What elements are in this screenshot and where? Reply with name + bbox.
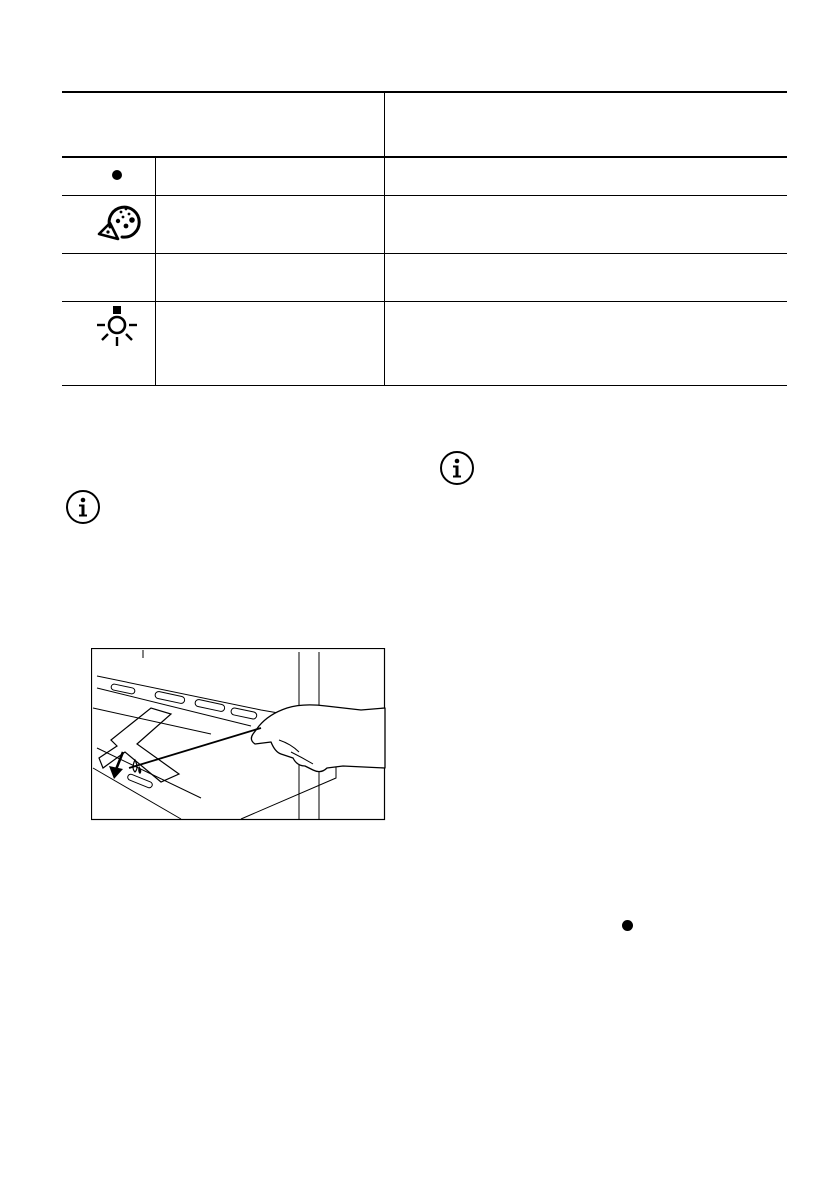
table-row-divider (62, 253, 787, 254)
lamp-icon (94, 304, 140, 350)
oven-shelf-cleaning-illustration (91, 648, 386, 821)
info-icon (66, 490, 100, 524)
table-row-divider (62, 301, 787, 302)
info-icon (440, 451, 474, 485)
pizza-icon (96, 199, 142, 245)
table-row-divider (62, 195, 787, 196)
table-header-border (62, 156, 787, 158)
dot-icon (111, 169, 123, 181)
dot-icon (621, 919, 634, 932)
table-column-divider (155, 157, 156, 385)
table-top-border (62, 91, 787, 93)
table-bottom-border (62, 385, 787, 386)
table-column-divider (384, 92, 385, 385)
